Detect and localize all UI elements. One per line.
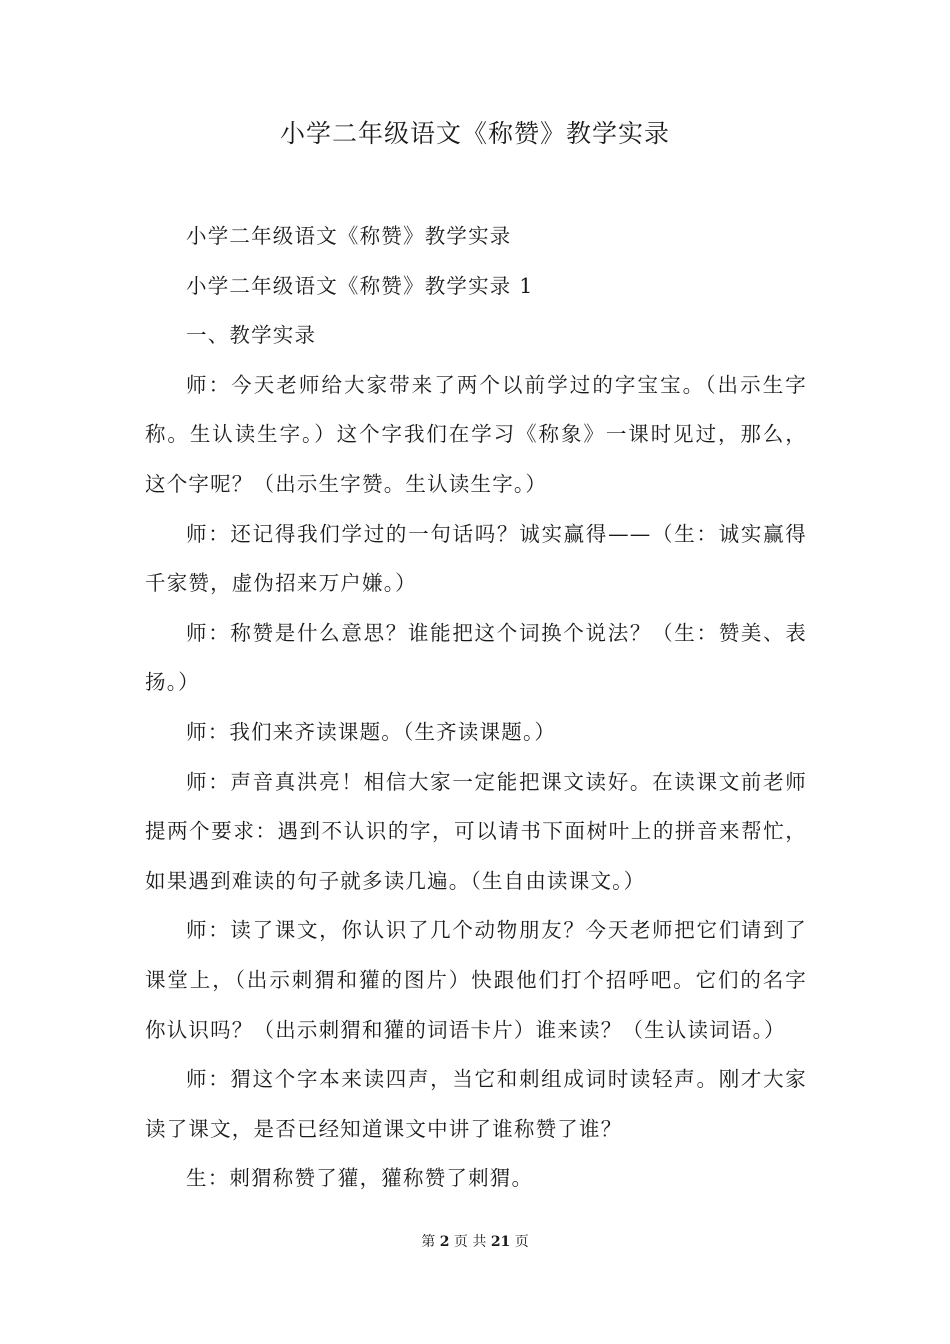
paragraph: 小学二年级语文《称赞》教学实录 — [186, 224, 512, 248]
paragraph: 师：读了课文，你认识了几个动物朋友？今天老师把它们请到了课堂上，（出示刺猬和獾的图片）快跟他们打个招呼吧。它们的名字你认识吗？（出示刺猬和獾的词语卡片）谁来读？（生认读词语。） — [145, 918, 807, 1042]
section-heading: 一、教学实录 — [186, 323, 317, 348]
paragraph: 师：我们来齐读课题。（生齐读课题。） — [186, 719, 557, 744]
current-page-number: 2 — [439, 1234, 450, 1250]
footer-suffix: 页 — [514, 1234, 529, 1250]
document-body — [145, 212, 807, 1204]
page-footer — [0, 1232, 950, 1252]
footer-middle: 页 共 — [453, 1234, 487, 1250]
paragraph: 生：刺猬称赞了獾，獾称赞了刺猬。 — [186, 1166, 534, 1191]
paragraph: 师：声音真洪亮！相信大家一定能把课文读好。在读课文前老师提两个要求：遇到不认识的字，可以请书下面树叶上的拼音来帮忙，如果遇到难读的句子就多读几遍。（生自由读课文。） — [145, 769, 807, 893]
total-page-count: 21 — [490, 1234, 511, 1250]
paragraph: 师：今天老师给大家带来了两个以前学过的字宝宝。（出示生字称。生认读生字。）这个字我们在学习《称象》一课时见过，那么，这个字呢？（出示生字赞。生认读生字。） — [145, 372, 807, 496]
page-title: 小学二年级语文《称赞》教学实录 — [279, 119, 670, 148]
footer-prefix: 第 — [421, 1234, 436, 1250]
paragraph: 师：称赞是什么意思？谁能把这个词换个说法？（生：赞美、表扬。） — [145, 620, 807, 695]
paragraph: 小学二年级语文《称赞》教学实录 1 — [186, 273, 534, 298]
paragraph: 师：猬这个字本来读四声，当它和刺组成词时读轻声。刚才大家读了课文，是否已经知道课文中讲了谁称赞了谁？ — [145, 1067, 807, 1141]
paragraph: 师：还记得我们学过的一句话吗？诚实赢得——（生：诚实赢得千家赞，虚伪招来万户嫌。） — [145, 521, 807, 596]
